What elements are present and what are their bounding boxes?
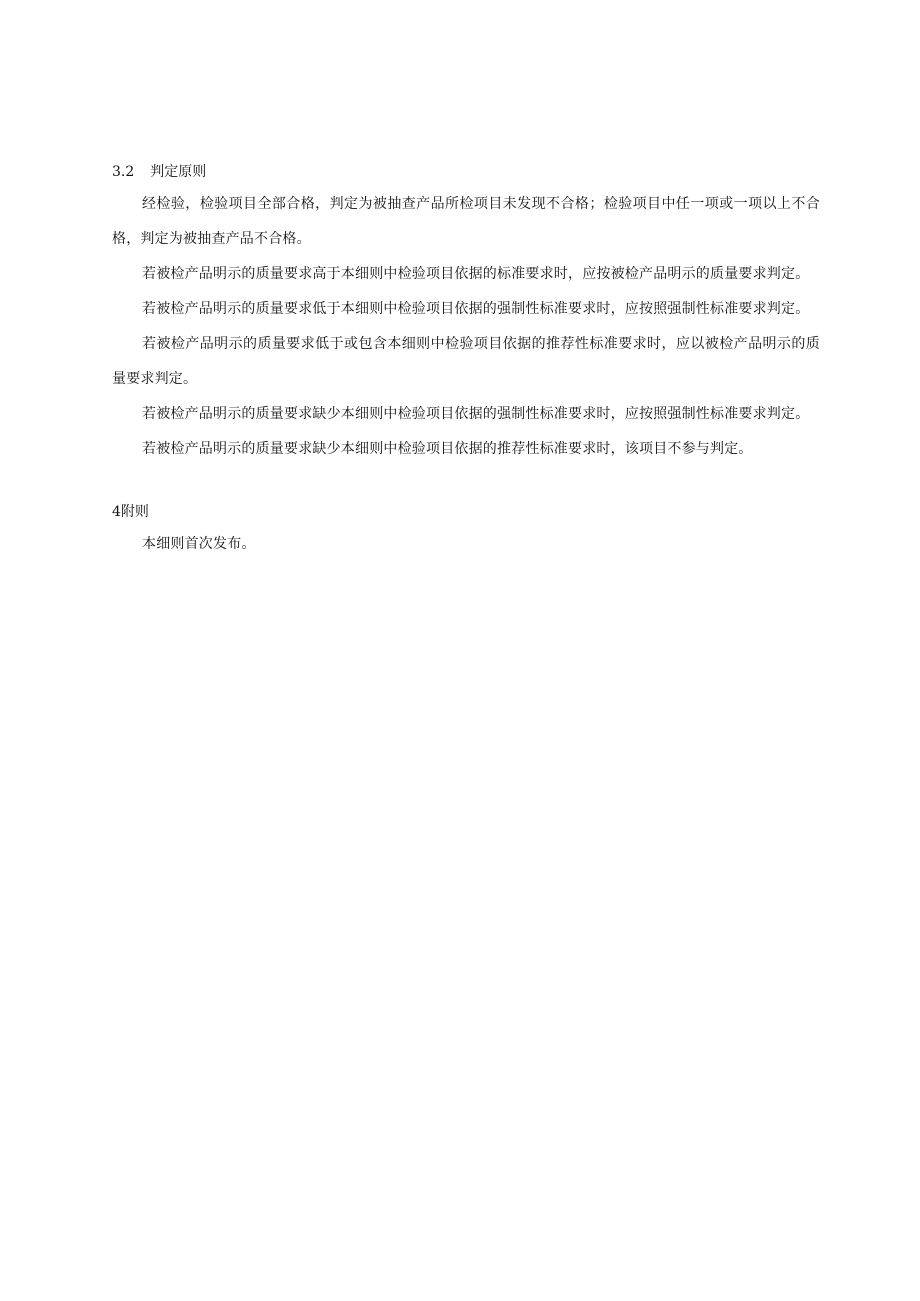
paragraph-missing-recommended: 若被检产品明示的质量要求缺少本细则中检验项目依据的推荐性标准要求时，该项目不参与判定。: [142, 441, 753, 457]
section-3-2-number: 3.2: [112, 164, 135, 180]
paragraph-lower-mandatory: 若被检产品明示的质量要求低于本细则中检验项目依据的强制性标准要求时，应按照强制性标准要求判定。: [142, 301, 810, 317]
section-3-2-heading: [112, 160, 820, 184]
paragraph-missing-mandatory: 若被检产品明示的质量要求缺少本细则中检验项目依据的强制性标准要求时，应按照强制性标准要求判定。: [142, 406, 810, 422]
paragraph-higher-requirement: 若被检产品明示的质量要求高于本细则中检验项目依据的标准要求时，应按被检产品明示的质量要求判定。: [142, 266, 810, 282]
paragraph-first-release: 本细则首次发布。: [142, 536, 256, 552]
document-content: [112, 160, 820, 562]
paragraph-lower-recommended: 若被检产品明示的质量要求低于或包含本细则中检验项目依据的推荐性标准要求时，应以被检产品明示的质量要求判定。: [112, 336, 820, 387]
section-3-2-title: 判定原则: [150, 164, 207, 180]
paragraph-judgement-rule: 经检验，检验项目全部合格，判定为被抽查产品所检项目未发现不合格；检验项目中任一项或一项以上不合格，判定为被抽查产品不合格。: [112, 196, 820, 247]
section-4-heading: 4附则: [112, 504, 149, 520]
